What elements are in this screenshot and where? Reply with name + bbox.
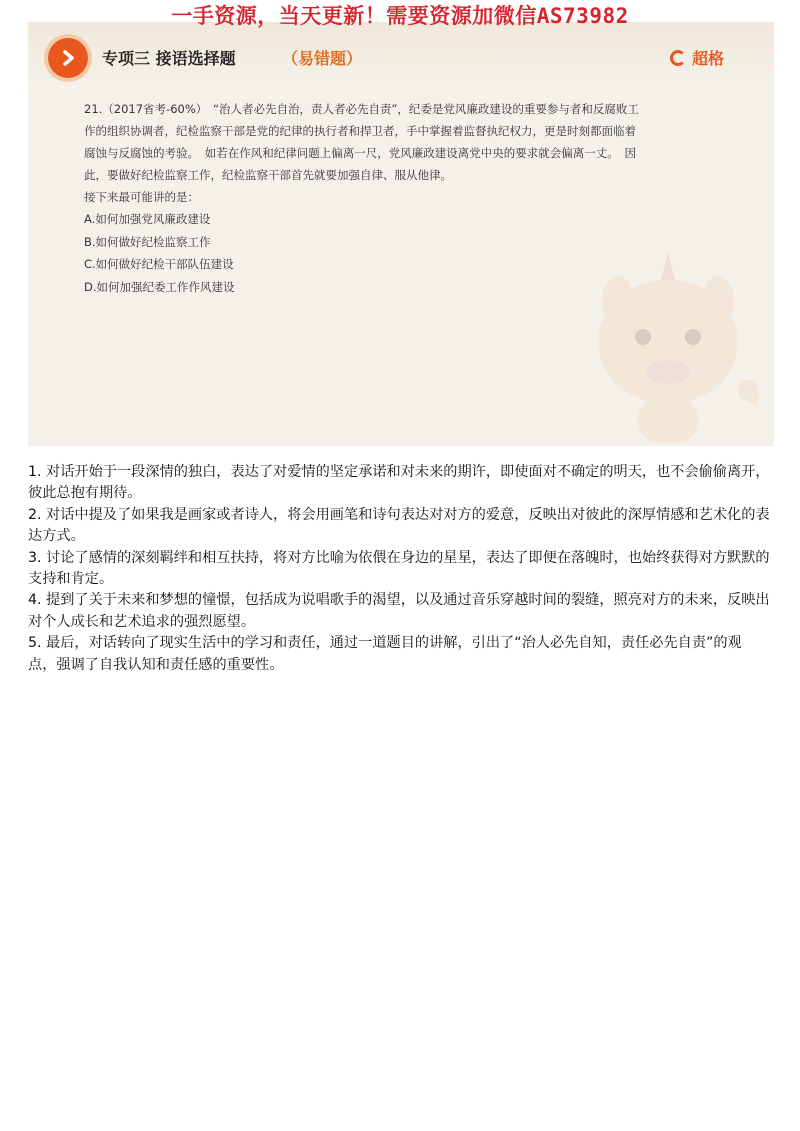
slide-subtitle: （易错题）: [282, 49, 363, 68]
summary-item-3: 3. 讨论了感情的深刻羁绊和相互扶持，将对方比喻为依偎在身边的星星，表达了即便在落魄时，也始终获得对方默默的支持和肯定。: [28, 549, 770, 588]
summary-section: [28, 462, 770, 676]
option-b: B.如何做好纪检监察工作: [84, 234, 211, 249]
summary-item-5: 5. 最后，对话转向了现实生活中的学习和责任，通过一道题目的讲解，引出了“治人必先自知，责任必先自责”的观点，强调了自我认知和责任感的重要性。: [28, 635, 742, 673]
option-c: C.如何做好纪检干部队伍建设: [84, 257, 234, 271]
slide-title: 专项三 接语选择题: [102, 49, 236, 68]
option-a: A.如何加强党风廉政建设: [84, 212, 211, 226]
slide-header: [28, 22, 774, 92]
mascot-unicorn-icon: [558, 232, 768, 442]
summary-item-1: 1. 对话开始于一段深情的独白，表达了对爱情的坚定承诺和对未来的期许，即使面对不确定的明天，也不会偷偷离开，彼此总抱有期待。: [28, 464, 770, 502]
question-prompt: 接下来最可能讲的是：: [84, 190, 199, 204]
brand-name: 超格: [691, 49, 724, 68]
question-stem: 21.（2017省考-60%） “治人者必先自治，责人者必先自责”，纪委是党风廉政建设的重要参与者和反腐败工作的组织协调者，纪检监察干部是党的纪律的执行者和捍卫者，手中掌握着监督执纪权力，更是时刻都面临着腐蚀与反腐蚀的考验。 如若在作风和纪律问题上偏离一尺，党风廉政建设离党中央的要求就会偏离一丈。 因此，要做好纪检监察工作，纪检监察干部首先就要加强自律、服从他律。: [84, 102, 639, 182]
summary-item-2: 2. 对话中提及了如果我是画家或者诗人，将会用画笔和诗句表达对对方的爱意，反映出对彼此的深厚情感和艺术化的表达方式。: [28, 506, 770, 545]
slide-image: [28, 22, 774, 446]
watermark-text: 一手资源，当天更新！需要资源加微信AS73982: [171, 4, 629, 28]
brand-logo: [670, 46, 724, 69]
brand-logo-icon: [670, 50, 686, 66]
option-d: D.如何加强纪委工作作风建设: [84, 279, 235, 294]
summary-item-4: 4. 提到了关于未来和梦想的憧憬，包括成为说唱歌手的渴望，以及通过音乐穿越时间的裂缝，照亮对方的未来，反映出对个人成长和艺术追求的强烈愿望。: [28, 592, 770, 630]
chevron-right-icon: [48, 38, 88, 78]
